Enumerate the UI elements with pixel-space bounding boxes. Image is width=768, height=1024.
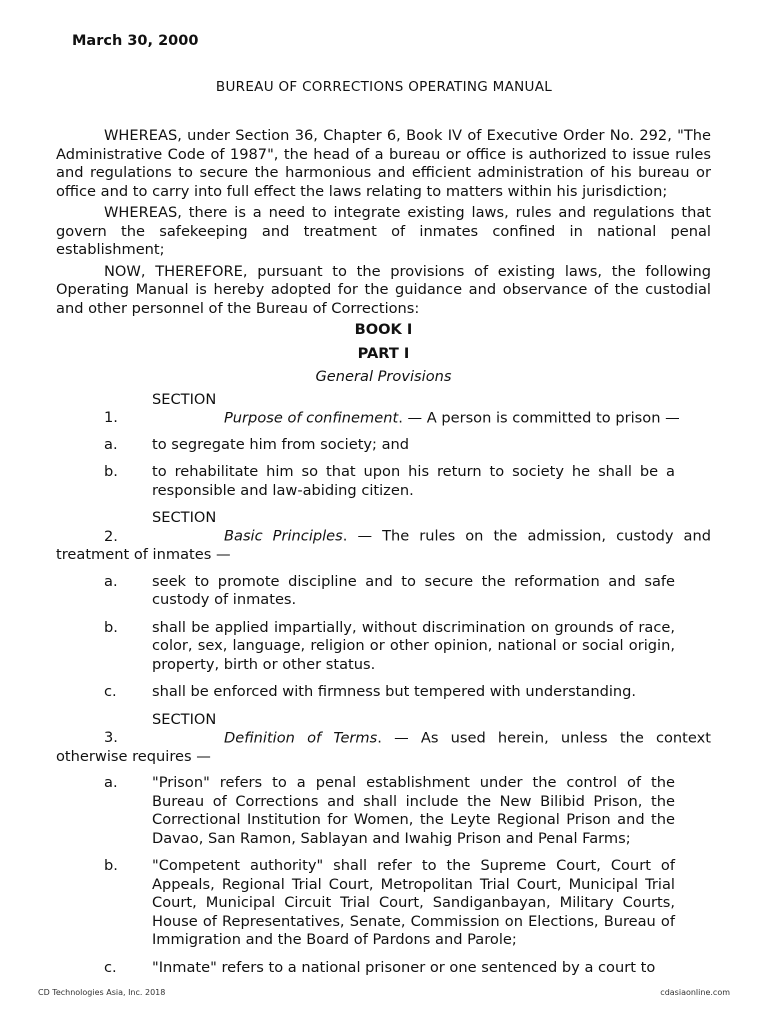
- section-title: Definition of Terms: [224, 729, 378, 746]
- list-item: [56, 959, 675, 978]
- item-text: "Prison" refers to a penal establishment under the control of the Bureau of Corrections and shall include the New Bilibid Prison, the Correctional Institution for Women, the Leyte Regional Prison and the Davao, San Ramon, Sablayan and Iwahig Prison and Penal Farms;: [152, 774, 675, 847]
- footer-publisher: CD Technologies Asia, Inc. 2018: [38, 988, 166, 997]
- list-item: [56, 857, 675, 950]
- preamble-paragraph: NOW, THEREFORE, pursuant to the provisions of existing laws, the following Operating Manual is hereby adopted for the guidance and observance of the custodial and other personnel of the Bureau of Corrections:: [56, 262, 711, 317]
- list-item: [56, 573, 675, 610]
- section-intro: . — As used herein, unless the context otherwise requires —: [56, 729, 711, 765]
- item-text: shall be enforced with firmness but tempered with understanding.: [152, 683, 637, 700]
- section-3-heading: [56, 711, 711, 767]
- item-label: c.: [104, 683, 117, 700]
- item-text: to segregate him from society; and: [152, 435, 410, 453]
- part-title: General Provisions: [315, 368, 452, 385]
- item-text: to rehabilitate him so that upon his return to society he shall be a responsible and law-abiding citizen.: [152, 463, 675, 499]
- item-label: b.: [104, 857, 118, 874]
- section-title: Purpose of confinement: [224, 409, 399, 426]
- list-item: [56, 619, 675, 675]
- item-label: a.: [104, 435, 118, 453]
- section-title: Basic Principles: [224, 527, 343, 545]
- item-text: shall be applied impartially, without discrimination on grounds of race, color, sex, language, religion or other opinion, national or social origin, property, birth or other status.: [152, 618, 675, 673]
- part-heading: PART I: [357, 344, 410, 362]
- document-date: March 30, 2000: [72, 33, 199, 49]
- section-number: SECTION 2.: [104, 509, 217, 545]
- list-item: [56, 463, 675, 500]
- list-item: [56, 774, 675, 848]
- book-heading: BOOK I: [354, 321, 413, 338]
- item-text: seek to promote discipline and to secure the reformation and safe custody of inmates.: [152, 572, 675, 608]
- document-title: BUREAU OF CORRECTIONS OPERATING MANUAL: [215, 79, 553, 95]
- list-item: [56, 683, 675, 702]
- item-text: "Competent authority" shall refer to the Supreme Court, Court of Appeals, Regional Trial Court, Metropolitan Trial Court, Municipal Trial Court, Municipal Circuit Trial Court, Sandiganbayan, Military Courts, House of Representatives, Senate, Commission on Elections, Bureau of Immigration and the Board of Pardons and Parole;: [152, 857, 675, 948]
- section-intro: . — A person is committed to prison —: [398, 409, 680, 426]
- section-intro: . — The rules on the admission, custody and treatment of inmates —: [56, 527, 711, 563]
- preamble-paragraph: WHEREAS, there is a need to integrate existing laws, rules and regulations that govern the safekeeping and treatment of inmates confined in national penal establishment;: [56, 204, 711, 258]
- preamble-paragraph: WHEREAS, under Section 36, Chapter 6, Book IV of Executive Order No. 292, "The Administrative Code of 1987", the head of a bureau or office is authorized to issue rules and regulations to secure the harmonious and efficient administration of his bureau or office and to carry into full effect the laws relating to matters within his jurisdiction;: [56, 127, 711, 200]
- item-label: a.: [104, 774, 118, 791]
- section-number: SECTION 3.: [104, 710, 217, 746]
- section-2-heading: [56, 509, 711, 565]
- document-body: [56, 127, 711, 986]
- item-text: "Inmate" refers to a national prisoner or one sentenced by a court to: [152, 958, 656, 976]
- item-label: b.: [104, 463, 118, 480]
- item-label: a.: [104, 572, 118, 590]
- section-1-heading: [56, 391, 711, 428]
- item-label: c.: [104, 958, 117, 976]
- list-item: [56, 436, 675, 455]
- item-label: b.: [104, 618, 118, 636]
- footer-website: cdasiaonline.com: [660, 988, 730, 997]
- section-number: SECTION 1.: [104, 390, 217, 426]
